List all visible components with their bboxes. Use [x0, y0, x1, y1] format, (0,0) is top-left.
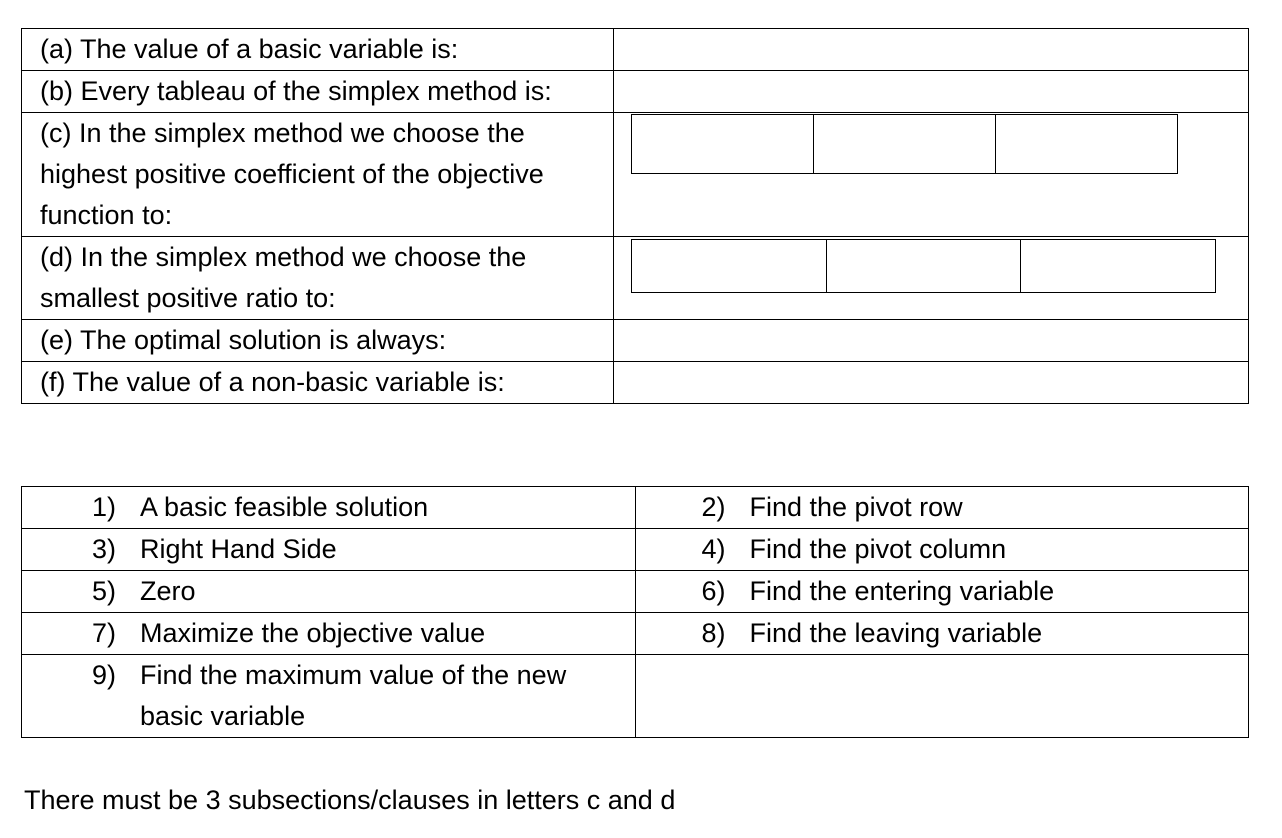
answer-box-c-2[interactable] [813, 115, 995, 173]
option-cell-5 [22, 571, 636, 613]
answer-cell-f[interactable] [614, 362, 1249, 404]
option-number: 9) [92, 660, 117, 690]
option-text: Find the leaving variable [749, 618, 1043, 648]
option-text: Find the maximum value of the new basic variable [140, 660, 567, 731]
options-table [21, 486, 1249, 738]
option-cell-9 [22, 655, 636, 738]
answer-box-d-3[interactable] [1020, 240, 1215, 292]
answer-cell-c [614, 113, 1249, 237]
option-6 [636, 571, 1249, 612]
question-d-text: (d) In the simplex method we choose the smallest positive ratio to: [22, 237, 614, 320]
options-row-4 [22, 613, 1249, 655]
option-text: Maximize the objective value [140, 618, 486, 648]
option-number: 2) [701, 492, 726, 522]
option-9 [22, 655, 635, 737]
options-row-1 [22, 487, 1249, 529]
option-cell-1 [22, 487, 636, 529]
option-3 [22, 529, 635, 570]
question-c-text: (c) In the simplex method we choose the highest positive coefficient of the objective function to: [22, 113, 614, 237]
answer-box-d-1[interactable] [632, 240, 826, 292]
question-a-text: (a) The value of a basic variable is: [22, 29, 614, 71]
option-number: 6) [701, 576, 726, 606]
options-row-2 [22, 529, 1249, 571]
option-text: Find the entering variable [749, 576, 1055, 606]
option-number: 7) [92, 618, 117, 648]
question-row-c [22, 113, 1249, 237]
option-4 [636, 529, 1249, 570]
answer-cell-d [614, 237, 1249, 320]
option-text: A basic feasible solution [140, 492, 429, 522]
instruction-note: There must be 3 subsections/clauses in letters c and d [24, 785, 676, 815]
option-text: Zero [140, 576, 196, 606]
option-number: 5) [92, 576, 117, 606]
option-number: 1) [92, 492, 117, 522]
answer-boxes-d [631, 239, 1216, 293]
option-cell-7 [22, 613, 636, 655]
option-7 [22, 613, 635, 654]
answer-box-c-1[interactable] [632, 115, 813, 173]
option-text: Find the pivot row [749, 492, 963, 522]
option-cell-6 [635, 571, 1249, 613]
options-row-5 [22, 655, 1249, 738]
option-text: Find the pivot column [749, 534, 1007, 564]
option-8 [636, 613, 1249, 654]
option-number: 4) [701, 534, 726, 564]
option-1 [22, 487, 635, 528]
questions-table [21, 28, 1249, 404]
question-row-a [22, 29, 1249, 71]
answer-boxes-c [631, 114, 1178, 174]
option-number: 3) [92, 534, 117, 564]
question-b-text: (b) Every tableau of the simplex method is: [22, 71, 614, 113]
question-f-text: (f) The value of a non-basic variable is: [22, 362, 614, 404]
option-cell-2 [635, 487, 1249, 529]
option-2 [636, 487, 1249, 528]
answer-cell-a[interactable] [614, 29, 1249, 71]
option-5 [22, 571, 635, 612]
option-cell-3 [22, 529, 636, 571]
answer-cell-b[interactable] [614, 71, 1249, 113]
answer-cell-e[interactable] [614, 320, 1249, 362]
question-e-text: (e) The optimal solution is always: [22, 320, 614, 362]
question-row-e [22, 320, 1249, 362]
options-row-3 [22, 571, 1249, 613]
question-row-f [22, 362, 1249, 404]
option-cell-4 [635, 529, 1249, 571]
option-cell-empty [635, 655, 1249, 738]
option-cell-8 [635, 613, 1249, 655]
answer-box-d-2[interactable] [826, 240, 1021, 292]
question-row-b [22, 71, 1249, 113]
option-number: 8) [701, 618, 726, 648]
answer-box-c-3[interactable] [995, 115, 1177, 173]
option-text: Right Hand Side [140, 534, 337, 564]
question-row-d [22, 237, 1249, 320]
